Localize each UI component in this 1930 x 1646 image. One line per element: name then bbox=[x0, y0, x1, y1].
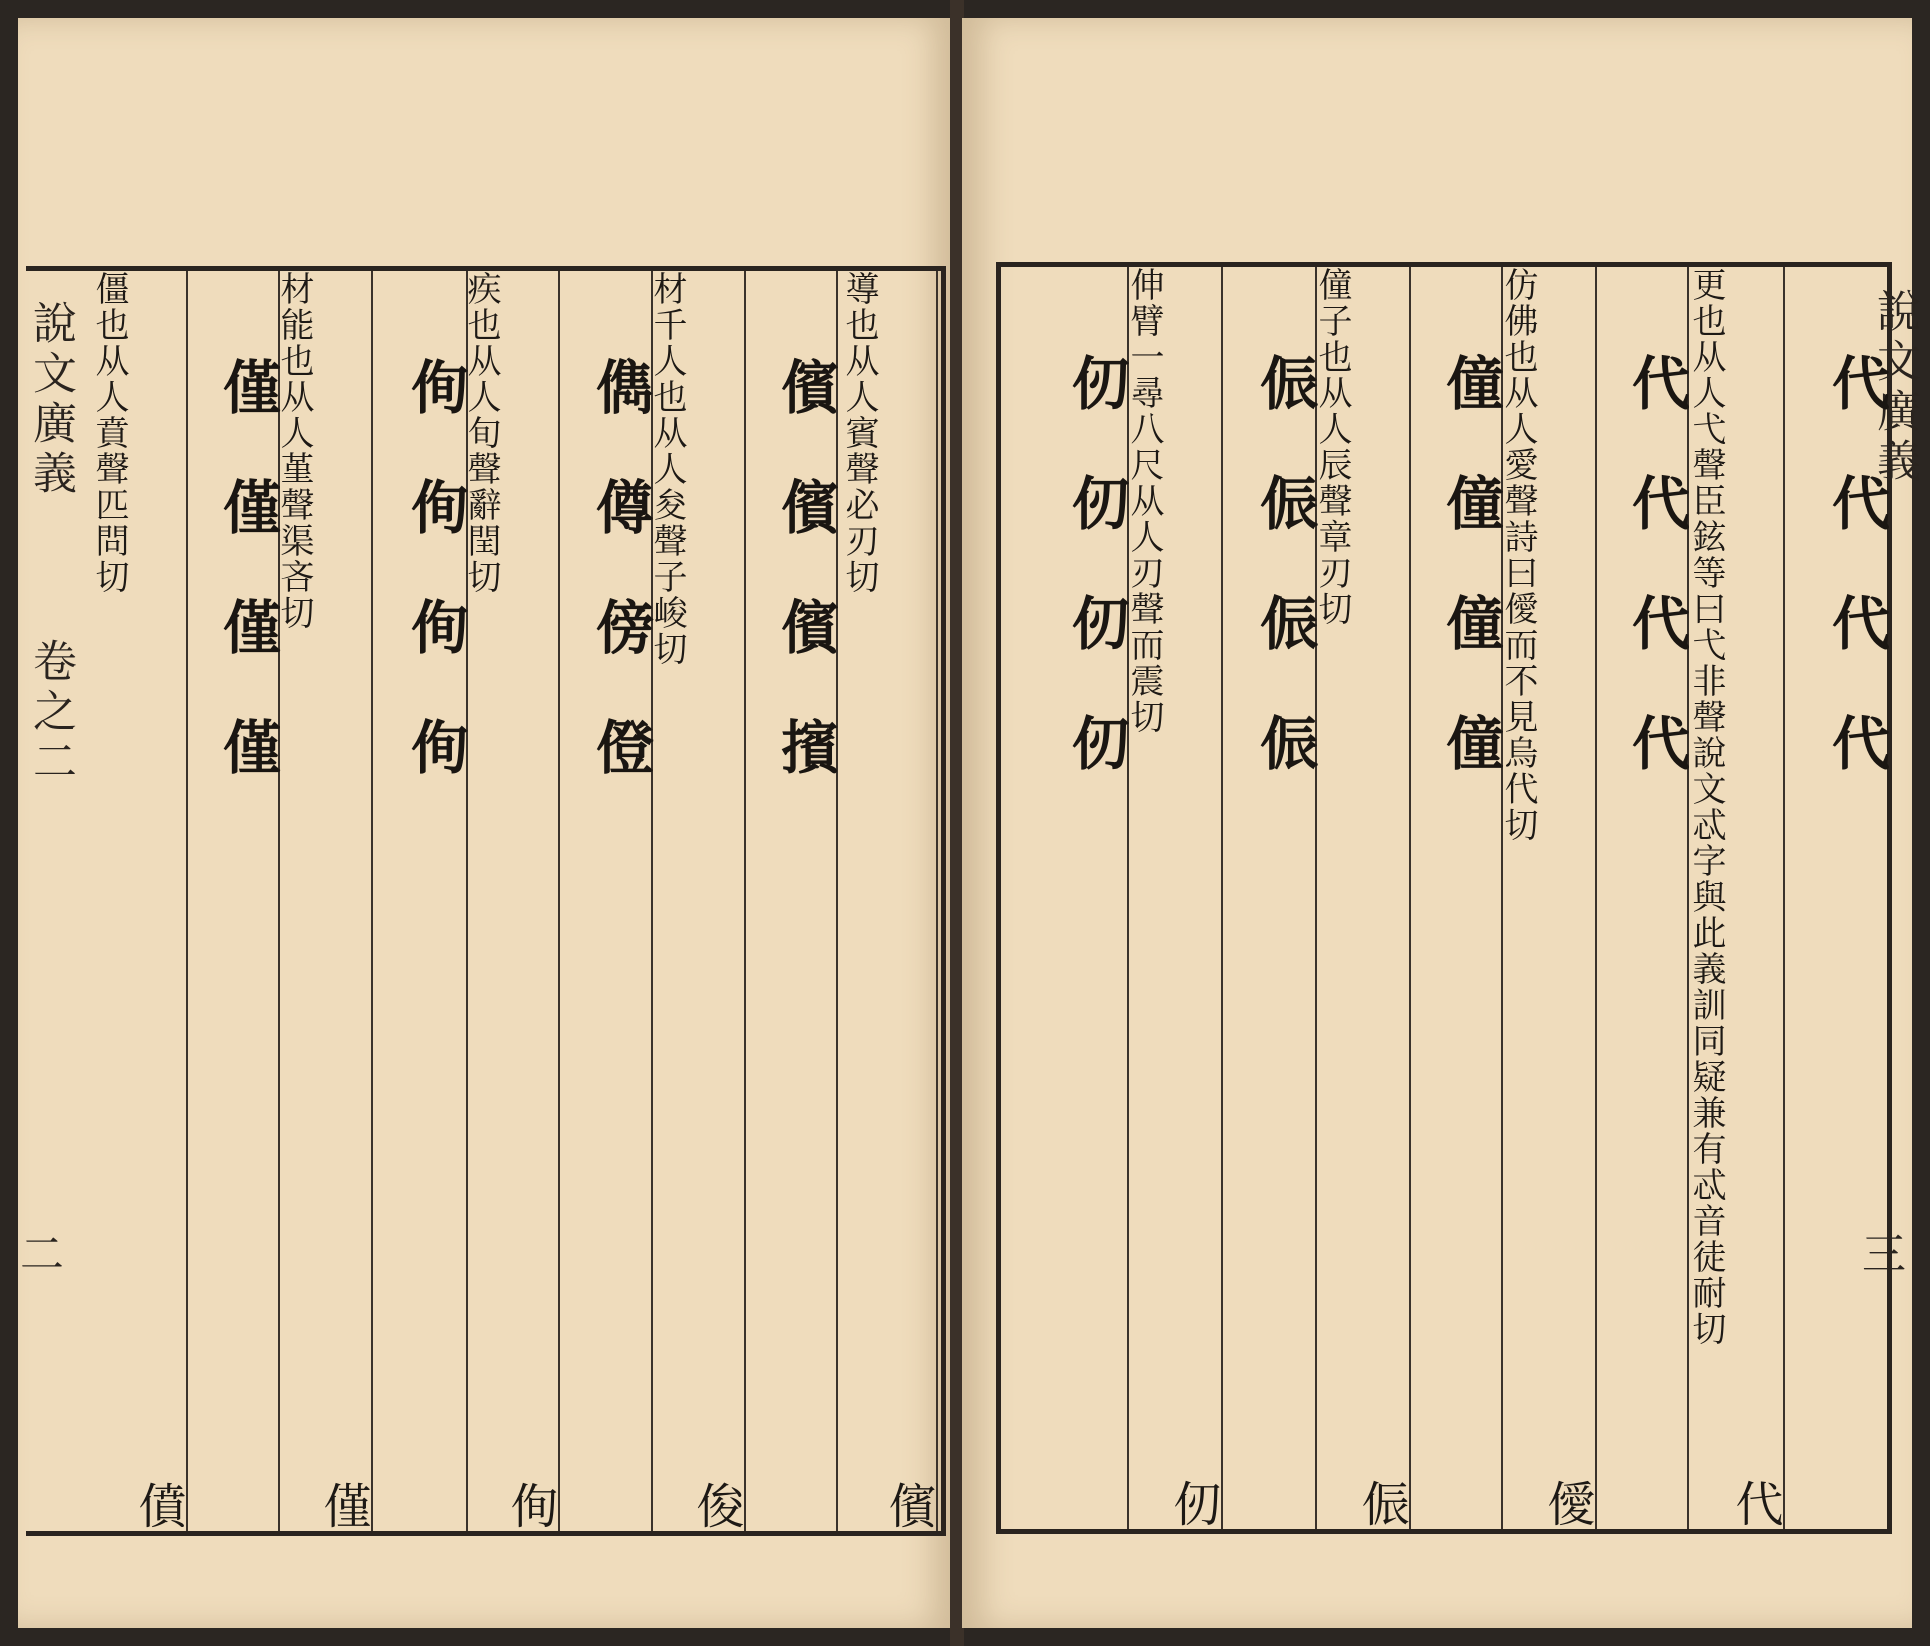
left-seal-col-2 bbox=[558, 271, 653, 1531]
left-col-2 bbox=[647, 271, 746, 1531]
right-margin-title: 說文廣義 bbox=[1869, 288, 1920, 488]
seal-script: 侚侚侚侚 bbox=[401, 357, 469, 837]
gloss-text: 導也从人賓聲必刃切 bbox=[839, 271, 879, 595]
head-char: 代 bbox=[1727, 1479, 1783, 1529]
right-page-number: 三 bbox=[1862, 1229, 1906, 1280]
left-margin-volume: 卷之二 bbox=[25, 638, 76, 788]
head-char: 儐 bbox=[880, 1481, 936, 1531]
gloss-text: 伸臂一尋八尺从人刃聲而震切 bbox=[1124, 267, 1164, 735]
head-char: 仞 bbox=[1165, 1479, 1221, 1529]
gloss-text: 僮子也从人辰聲章刃切 bbox=[1312, 267, 1352, 627]
right-col-3 bbox=[1312, 267, 1411, 1529]
right-seal-col-1 bbox=[1783, 267, 1890, 1529]
head-char: 俊 bbox=[688, 1481, 744, 1531]
seal-script: 仞仞仞仞 bbox=[1062, 353, 1130, 833]
head-char: 僅 bbox=[315, 1481, 371, 1531]
seal-script: 儐儐儐擯 bbox=[771, 357, 839, 837]
right-col-2 bbox=[1498, 267, 1597, 1529]
gloss-text: 材千人也从人夋聲子峻切 bbox=[647, 271, 687, 667]
left-page bbox=[18, 18, 953, 1628]
gloss-text: 更也从人弋聲臣鉉等曰弋非聲說文忒字與此義訓同疑兼有忒音徒耐切 bbox=[1686, 267, 1726, 1347]
left-seal-col-1 bbox=[744, 271, 838, 1531]
left-seal-col-4 bbox=[186, 271, 280, 1531]
left-margin-title: 說文廣義 bbox=[25, 300, 76, 500]
head-char: 僨 bbox=[130, 1481, 186, 1531]
head-char: 僾 bbox=[1539, 1479, 1595, 1529]
left-col-5 bbox=[90, 271, 188, 1531]
left-col-4 bbox=[274, 271, 373, 1531]
gloss-text: 仿佛也从人愛聲詩曰僾而不見烏代切 bbox=[1498, 267, 1538, 843]
seal-script: 侲侲侲侲 bbox=[1250, 353, 1318, 833]
seal-script: 僮僮僮僮 bbox=[1436, 353, 1504, 833]
gloss-text: 材能也从人堇聲渠吝切 bbox=[274, 271, 314, 631]
right-text-frame bbox=[996, 262, 1892, 1534]
seal-script: 代代代代 bbox=[1622, 353, 1690, 833]
left-seal-col-3 bbox=[371, 271, 468, 1531]
left-page-number: 二 bbox=[20, 1229, 64, 1280]
head-char: 侚 bbox=[502, 1481, 558, 1531]
head-char: 侲 bbox=[1353, 1479, 1409, 1529]
right-col-1 bbox=[1687, 267, 1785, 1529]
seal-script: 儁僔傍僜 bbox=[586, 357, 654, 837]
gloss-text: 疾也从人旬聲辭閏切 bbox=[461, 271, 501, 595]
seal-script: 僅僅僅僅 bbox=[213, 357, 281, 837]
right-seal-col-5 bbox=[1021, 267, 1129, 1529]
left-text-frame bbox=[26, 266, 946, 1536]
seal-script: 代代代代 bbox=[1822, 353, 1890, 833]
gloss-text: 僵也从人賁聲匹問切 bbox=[89, 271, 129, 595]
right-seal-col-3 bbox=[1409, 267, 1503, 1529]
left-col-1 bbox=[836, 271, 938, 1531]
right-page bbox=[962, 18, 1920, 1628]
right-col-4 bbox=[1124, 267, 1223, 1529]
left-col-3 bbox=[461, 271, 560, 1531]
right-seal-col-2 bbox=[1595, 267, 1689, 1529]
right-seal-col-4 bbox=[1221, 267, 1317, 1529]
